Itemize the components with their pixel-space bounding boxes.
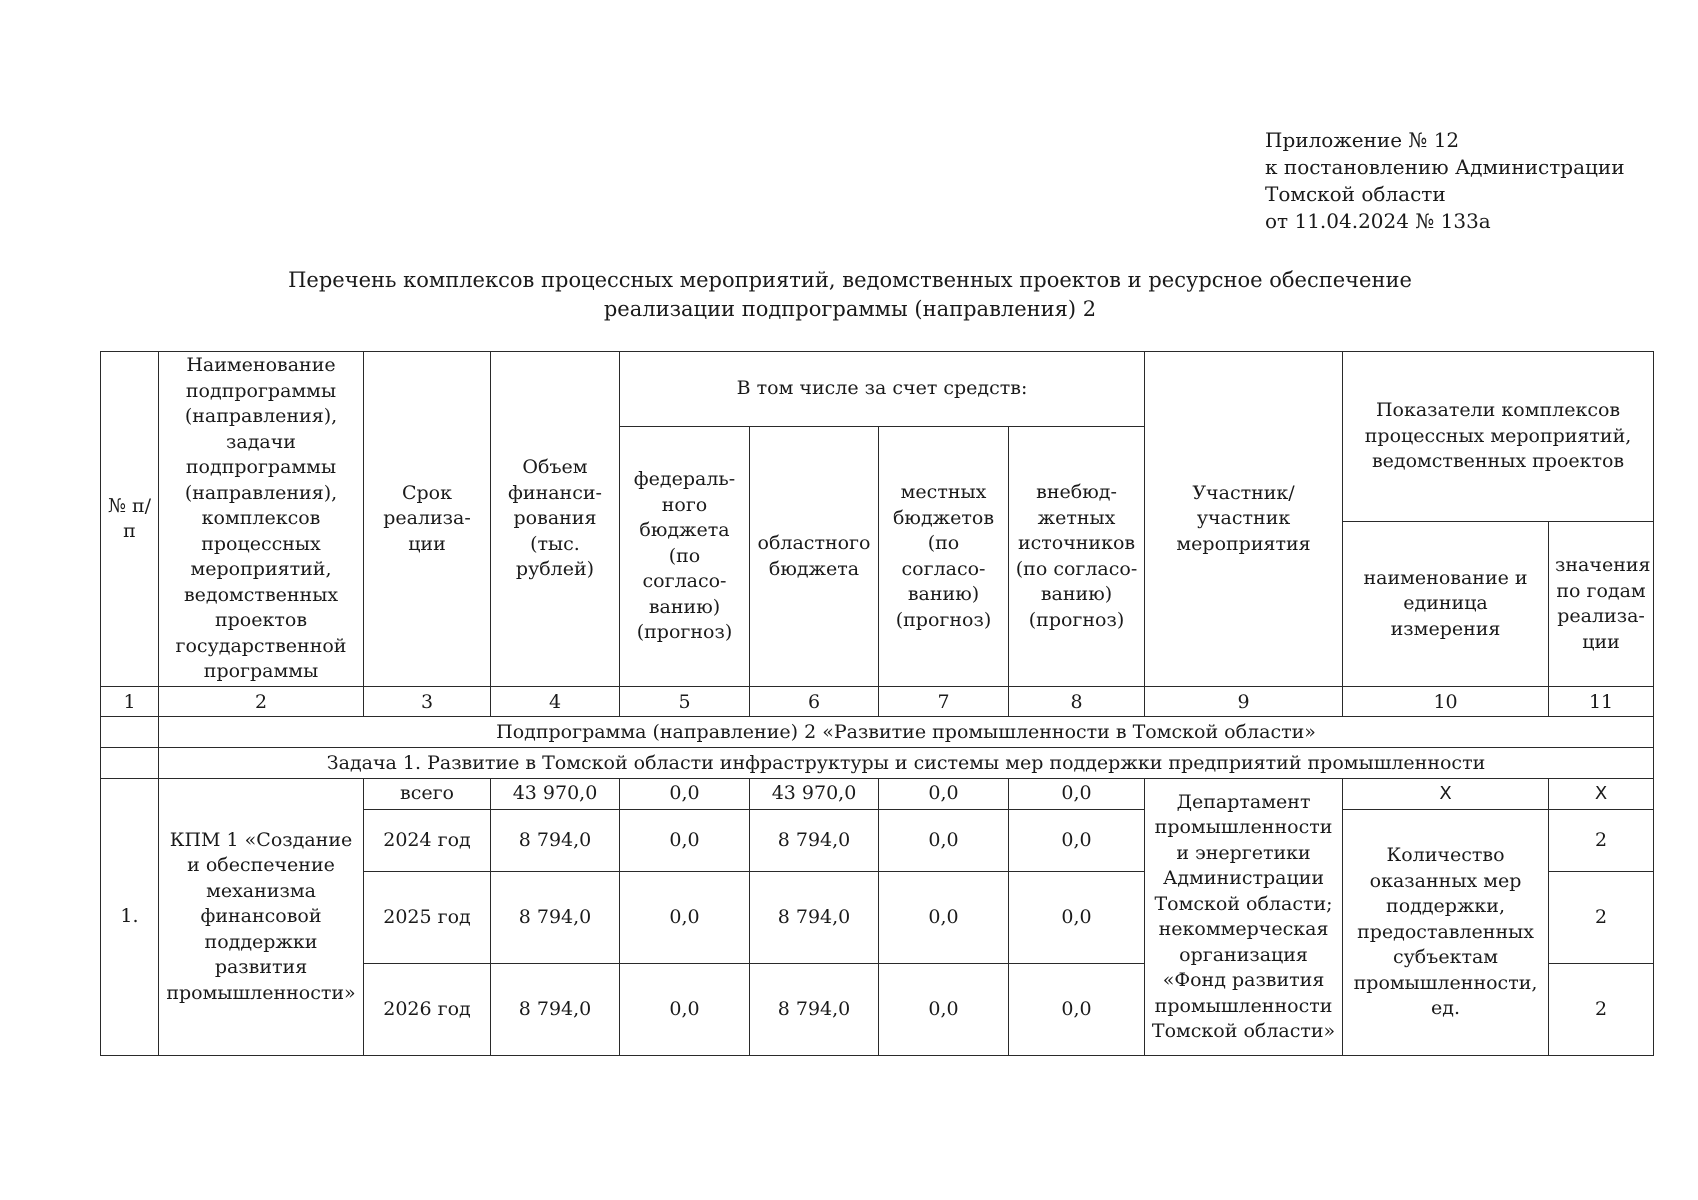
column-number-row [101, 687, 1654, 717]
column-number: 4 [491, 687, 620, 717]
local-cell: 0,0 [879, 779, 1009, 810]
document-title [100, 266, 1600, 324]
regional-cell: 43 970,0 [750, 779, 879, 810]
header-term: Срок реализа-ции [364, 352, 491, 687]
appendix-line: Приложение № 12 [1265, 128, 1460, 152]
column-number: 11 [1549, 687, 1654, 717]
term-cell: 2025 год [364, 872, 491, 964]
item-name: КПМ 1 «Создание и обеспечение механизма финансовой поддержки развития промышленности» [159, 779, 364, 1056]
volume-cell: 43 970,0 [491, 779, 620, 810]
column-number: 5 [620, 687, 750, 717]
indicator-value-cell: X [1549, 779, 1654, 810]
participant-cell: Департамент промышленности и энергетики Администрации Томской области; некоммерческая организация «Фонд развития промышленности Томской области» [1145, 779, 1343, 1056]
subprogram-title: Подпрограмма (направление) 2 «Развитие промышленности в Томской области» [159, 717, 1654, 748]
header-indicators-group: Показатели комплексов процессных мероприятий, ведомственных проектов [1343, 352, 1654, 522]
regional-cell: 8 794,0 [750, 964, 879, 1056]
column-number: 9 [1145, 687, 1343, 717]
appendix-line: к постановлению Администрации [1265, 155, 1625, 179]
indicator-value-cell: 2 [1549, 810, 1654, 872]
term-cell: всего [364, 779, 491, 810]
header-local: местных бюджетов (по согласо-ванию) (прогноз) [879, 427, 1009, 687]
appendix-line: от 11.04.2024 № 133а [1265, 209, 1491, 233]
federal-cell: 0,0 [620, 872, 750, 964]
regional-cell: 8 794,0 [750, 810, 879, 872]
subprogram-num-cell [101, 717, 159, 748]
volume-cell: 8 794,0 [491, 810, 620, 872]
task-row [101, 748, 1654, 779]
column-number: 6 [750, 687, 879, 717]
federal-cell: 0,0 [620, 964, 750, 1056]
resource-table [100, 351, 1654, 1056]
header-ind-values: значения по годам реализа-ции [1549, 522, 1654, 687]
header-ind-name: наименование и единица измерения [1343, 522, 1549, 687]
appendix-line: Томской области [1265, 182, 1446, 206]
header-name: Наименование подпрограммы (направления), задачи подпрограммы (направления), комплексов процессных мероприятий, ведомственных проектов государственной программы [159, 352, 364, 687]
column-number: 3 [364, 687, 491, 717]
column-number: 8 [1009, 687, 1145, 717]
appendix-block [1265, 127, 1625, 235]
header-sources-group: В том числе за счет средств: [620, 352, 1145, 427]
federal-cell: 0,0 [620, 779, 750, 810]
local-cell: 0,0 [879, 810, 1009, 872]
extrabudget-cell: 0,0 [1009, 964, 1145, 1056]
item-number: 1. [101, 779, 159, 1056]
column-number: 7 [879, 687, 1009, 717]
indicator-value-cell: 2 [1549, 872, 1654, 964]
extrabudget-cell: 0,0 [1009, 810, 1145, 872]
header-federal: федераль-ного бюджета (по согласо-ванию) (прогноз) [620, 427, 750, 687]
column-number: 1 [101, 687, 159, 717]
regional-cell: 8 794,0 [750, 872, 879, 964]
local-cell: 0,0 [879, 872, 1009, 964]
subprogram-row [101, 717, 1654, 748]
table-row [101, 779, 1654, 810]
task-num-cell [101, 748, 159, 779]
header-num: № п/п [101, 352, 159, 687]
federal-cell: 0,0 [620, 810, 750, 872]
indicator-name-cell: Количество оказанных мер поддержки, предоставленных субъектам промышленности, ед. [1343, 810, 1549, 1056]
header-volume: Объем финанси-рования (тыс. рублей) [491, 352, 620, 687]
indicator-name-total: X [1343, 779, 1549, 810]
task-title: Задача 1. Развитие в Томской области инфраструктуры и системы мер поддержки предприятий промышленности [159, 748, 1654, 779]
indicator-value-cell: 2 [1549, 964, 1654, 1056]
column-number: 10 [1343, 687, 1549, 717]
term-cell: 2026 год [364, 964, 491, 1056]
extrabudget-cell: 0,0 [1009, 779, 1145, 810]
header-regional: областного бюджета [750, 427, 879, 687]
local-cell: 0,0 [879, 964, 1009, 1056]
term-cell: 2024 год [364, 810, 491, 872]
extrabudget-cell: 0,0 [1009, 872, 1145, 964]
header-extrabudget: внебюд-жетных источников (по согласо-ванию) (прогноз) [1009, 427, 1145, 687]
header-participant: Участник/ участник мероприятия [1145, 352, 1343, 687]
title-line: Перечень комплексов процессных мероприятий, ведомственных проектов и ресурсное обеспечение [288, 268, 1412, 292]
title-line: реализации подпрограммы (направления) 2 [603, 297, 1097, 321]
column-number: 2 [159, 687, 364, 717]
volume-cell: 8 794,0 [491, 964, 620, 1056]
volume-cell: 8 794,0 [491, 872, 620, 964]
